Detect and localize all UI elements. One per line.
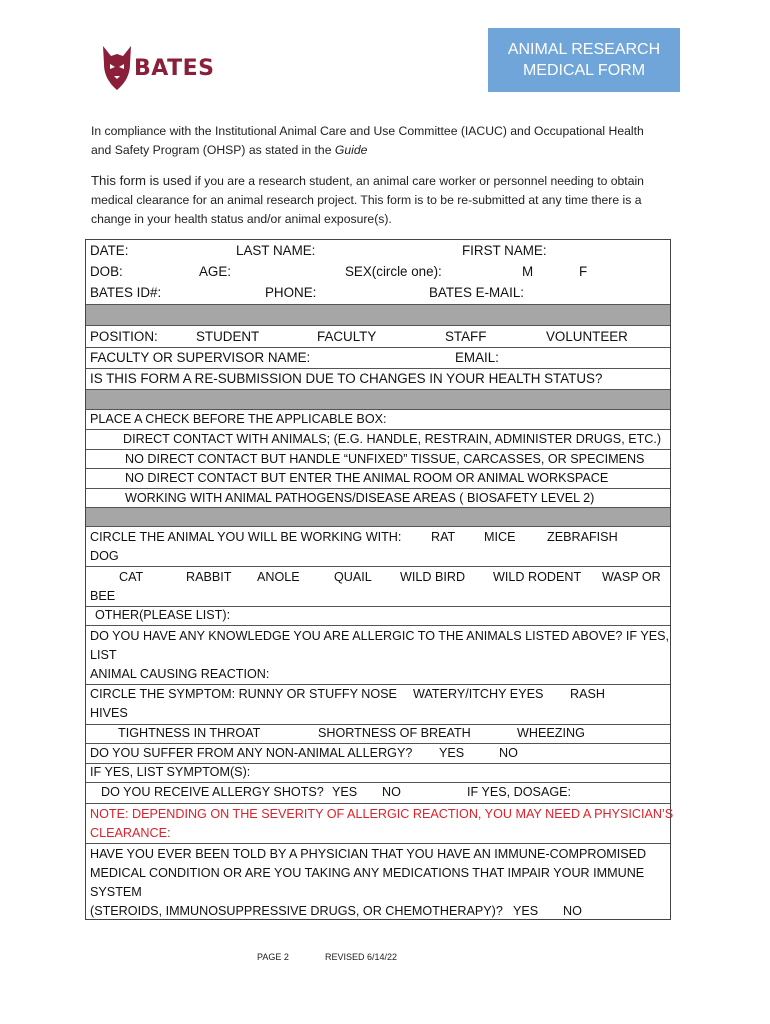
note-line2: CLEARANCE: [90, 826, 171, 840]
dosage-field[interactable]: IF YES, DOSAGE: [467, 785, 572, 799]
first-name-field[interactable]: FIRST NAME: [462, 243, 547, 258]
allergy-animal-field[interactable]: ANIMAL CAUSING REACTION: [90, 667, 270, 681]
resubmission-question[interactable]: IS THIS FORM A RE-SUBMISSION DUE TO CHANGES IN YOUR HEALTH STATUS? [90, 371, 603, 386]
symptom-row-2 [86, 725, 670, 744]
personal-info-block [86, 240, 670, 304]
form-title-line1: ANIMAL RESEARCH [507, 41, 661, 58]
check-item-row[interactable] [86, 450, 670, 469]
guide-reference: Guide [334, 143, 368, 157]
immune-line3: SYSTEM [90, 885, 142, 899]
animal-other-field[interactable]: OTHER(PLEASE LIST): [95, 608, 231, 622]
symptom-header[interactable]: CIRCLE THE SYMPTOM: RUNNY OR STUFFY NOSE [90, 687, 397, 701]
purpose-line1-text: if you are a research student, an animal care worker or personnel needing to obtain [191, 174, 644, 188]
animal-header: CIRCLE THE ANIMAL YOU WILL BE WORKING WITH: [90, 530, 402, 544]
date-field[interactable]: DATE: [90, 243, 129, 258]
allergy-shots-question: DO YOU RECEIVE ALLERGY SHOTS? [101, 785, 324, 799]
check-item-pathogens[interactable]: WORKING WITH ANIMAL PATHOGENS/DISEASE AREAS ( BIOSAFETY LEVEL 2) [125, 491, 595, 505]
supervisor-name-field[interactable]: FACULTY OR SUPERVISOR NAME: [90, 350, 311, 365]
non-animal-allergy-question: DO YOU SUFFER FROM ANY NON-ANIMAL ALLERGY? [90, 746, 413, 760]
sex-m-option[interactable]: M [522, 264, 534, 279]
bobcat-icon [100, 44, 134, 92]
immune-no[interactable]: NO [563, 904, 582, 918]
immune-yes[interactable]: YES [513, 904, 539, 918]
check-item-direct-contact[interactable]: DIRECT CONTACT WITH ANIMALS; (E.G. HANDLE, RESTRAIN, ADMINISTER DRUGS, ETC.) [123, 432, 662, 446]
supervisor-email-field[interactable]: EMAIL: [455, 350, 499, 365]
form-title-line2: MEDICAL FORM [522, 62, 646, 79]
medical-form-table [85, 239, 674, 920]
position-row [86, 326, 670, 348]
non-animal-allergy-row [86, 744, 670, 764]
position-volunteer[interactable]: VOLUNTEER [546, 329, 628, 344]
bates-logo [100, 44, 230, 92]
resubmission-row [86, 369, 670, 390]
non-animal-no[interactable]: NO [499, 746, 518, 760]
check-item-unfixed-tissue[interactable]: NO DIRECT CONTACT BUT HANDLE “UNFIXED” TISSUE, CARCASSES, OR SPECIMENS [125, 452, 645, 466]
position-staff[interactable]: STAFF [445, 329, 487, 344]
form-title-box [488, 28, 680, 92]
animal-other-row [86, 607, 670, 626]
purpose-line1 [91, 171, 681, 191]
bates-email-field[interactable]: BATES E-MAIL: [429, 285, 524, 300]
symptom-hives[interactable]: HIVES [90, 706, 128, 720]
section-divider [86, 304, 670, 326]
position-student[interactable]: STUDENT [196, 329, 260, 344]
supervisor-row [86, 348, 670, 369]
sex-label: SEX(circle one): [345, 264, 442, 279]
section-divider [86, 508, 670, 527]
immune-line2: MEDICAL CONDITION OR ARE YOU TAKING ANY MEDICATIONS THAT IMPAIR YOUR IMMUNE [90, 866, 645, 880]
animal-wild-rodent[interactable]: WILD RODENT [493, 570, 582, 584]
last-name-field[interactable]: LAST NAME: [236, 243, 316, 258]
note-row [86, 804, 674, 844]
sex-f-option[interactable]: F [579, 264, 588, 279]
allergy-question: DO YOU HAVE ANY KNOWLEDGE YOU ARE ALLERGIC TO THE ANIMALS LISTED ABOVE? IF YES, [90, 629, 670, 643]
purpose-line3: change in your health status and/or animal exposure(s). [91, 212, 392, 226]
revised-date: REVISED 6/14/22 [325, 952, 398, 962]
position-label: POSITION: [90, 329, 158, 344]
animal-row-2 [86, 567, 670, 607]
symptom-rash[interactable]: RASH [570, 687, 605, 701]
position-faculty[interactable]: FACULTY [317, 329, 377, 344]
symptom-breath[interactable]: SHORTNESS OF BREATH [318, 726, 471, 740]
age-field[interactable]: AGE: [199, 264, 231, 279]
allergy-list-label: LIST [90, 648, 117, 662]
check-header: PLACE A CHECK BEFORE THE APPLICABLE BOX: [90, 412, 387, 426]
logo-text: BATES [134, 56, 215, 81]
animal-wasp[interactable]: WASP OR [602, 570, 661, 584]
animal-zebrafish[interactable]: ZEBRAFISH [547, 530, 618, 544]
animal-quail[interactable]: QUAIL [334, 570, 372, 584]
symptom-throat[interactable]: TIGHTNESS IN THROAT [118, 726, 261, 740]
animal-dog[interactable]: DOG [90, 549, 119, 563]
allergy-shots-yes[interactable]: YES [332, 785, 358, 799]
purpose-line2: medical clearance for an animal research project. This form is to be re-submitted at any time there is a [91, 193, 642, 207]
phone-field[interactable]: PHONE: [265, 285, 317, 300]
allergy-shots-no[interactable]: NO [382, 785, 401, 799]
non-animal-yes[interactable]: YES [439, 746, 465, 760]
list-symptoms-row [86, 764, 670, 783]
animal-wild-bird[interactable]: WILD BIRD [400, 570, 466, 584]
purpose-paragraph [91, 171, 681, 229]
dob-field[interactable]: DOB: [90, 264, 123, 279]
immune-row [86, 844, 670, 920]
allergy-shots-row [86, 783, 670, 804]
check-item-row[interactable] [86, 489, 670, 508]
animal-row-1 [86, 527, 670, 567]
animal-cat[interactable]: CAT [119, 570, 144, 584]
symptom-row-1 [86, 685, 670, 725]
check-header-row [86, 410, 670, 430]
page-number: PAGE 2 [257, 952, 289, 962]
intro-line2 [91, 141, 681, 160]
check-item-animal-room[interactable]: NO DIRECT CONTACT BUT ENTER THE ANIMAL ROOM OR ANIMAL WORKSPACE [125, 471, 609, 485]
check-item-row[interactable] [86, 430, 670, 450]
check-item-row[interactable] [86, 469, 670, 489]
animal-bee[interactable]: BEE [90, 589, 116, 603]
symptom-watery-eyes[interactable]: WATERY/ITCHY EYES [413, 687, 544, 701]
animal-anole[interactable]: ANOLE [257, 570, 300, 584]
intro-paragraph [91, 122, 681, 160]
animal-rat[interactable]: RAT [431, 530, 456, 544]
intro-line1: In compliance with the Institutional Animal Care and Use Committee (IACUC) and Occupational Health [91, 124, 644, 138]
immune-line4: (STEROIDS, IMMUNOSUPPRESSIVE DRUGS, OR CHEMOTHERAPY)? [90, 904, 503, 918]
allergy-row [86, 626, 670, 685]
note-line1: NOTE: DEPENDING ON THE SEVERITY OF ALLERGIC REACTION, YOU MAY NEED A PHYSICIAN’S [90, 807, 674, 821]
animal-rabbit[interactable]: RABBIT [186, 570, 232, 584]
purpose-lead: This form is used [91, 173, 192, 188]
immune-line1: HAVE YOU EVER BEEN TOLD BY A PHYSICIAN THAT YOU HAVE AN IMMUNE-COMPROMISED [90, 847, 647, 861]
list-symptoms-field[interactable]: IF YES, LIST SYMPTOM(S): [90, 765, 251, 779]
section-divider [86, 390, 670, 410]
symptom-wheezing[interactable]: WHEEZING [517, 726, 585, 740]
intro-line2-text: and Safety Program (OHSP) as stated in the [91, 143, 335, 157]
bates-id-field[interactable]: BATES ID#: [90, 285, 162, 300]
animal-mice[interactable]: MICE [484, 530, 516, 544]
